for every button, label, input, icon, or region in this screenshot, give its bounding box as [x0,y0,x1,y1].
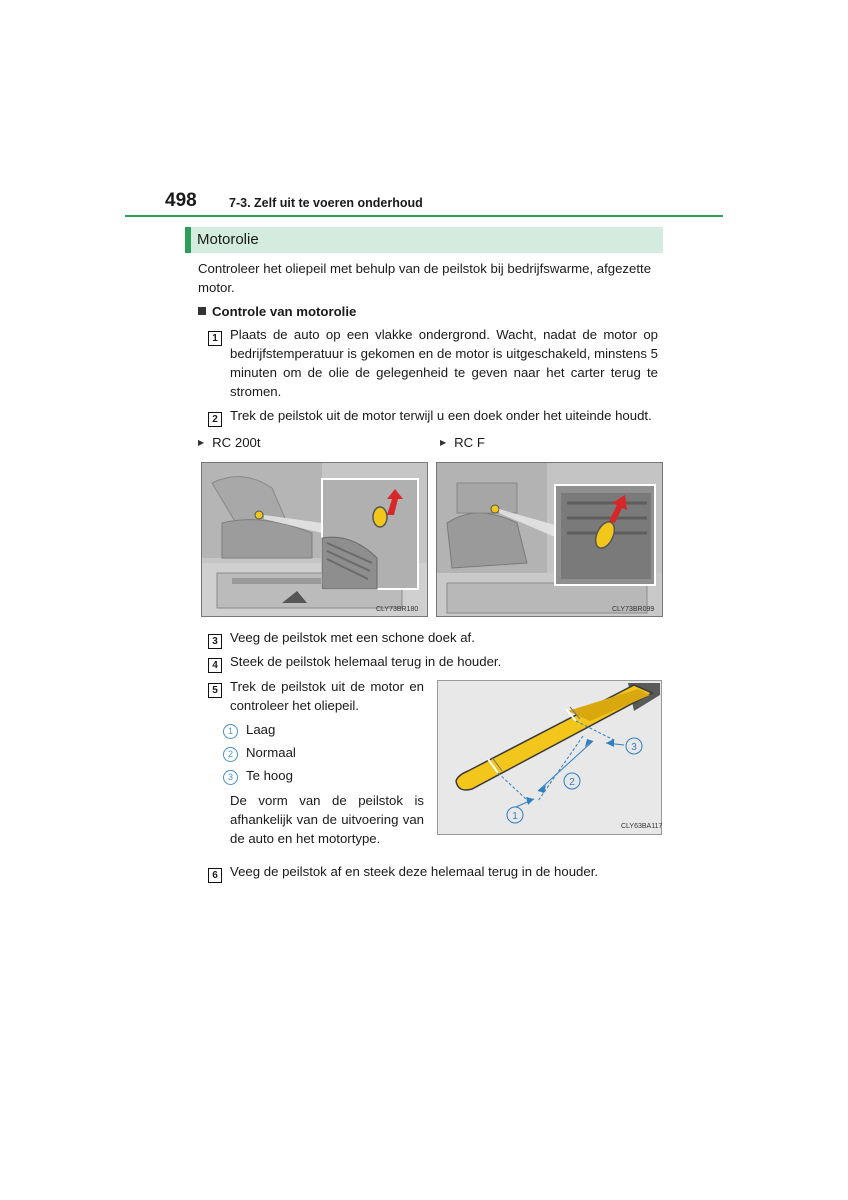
variant-label-rc200t: ▶ RC 200t [198,435,261,450]
step-5-text: Trek de peilstok uit de motor en controleer het oliepeil. [230,679,424,713]
subsection-title: Controle van motorolie [212,304,357,319]
header-divider [125,215,723,217]
topic-title: Motorolie [197,231,259,248]
dipstick-image [437,680,662,835]
step-1-text: Plaats de auto op een vlakke ondergrond. Wacht, nadat de motor op bedrijfstemperatuur is gekomen en de motor is uitgeschakeld, minstens 5 minuten om de olie de gelegenheid te geven naar het carter terug te stromen. [230,327,658,399]
step-number-1: 1 [208,328,222,346]
level-item-low: 1 Laag [223,720,275,739]
image-code-dipstick: CLY63BA117 [621,823,663,830]
engine-bay-illustration [437,463,663,617]
subsection-heading [198,302,356,321]
triangle-bullet-icon: ▶ [440,438,447,447]
dipstick-illustration [438,681,662,835]
section-title: 7-3. Zelf uit te voeren onderhoud [229,196,423,210]
image-code-rcf: CLY73BR099 [612,606,655,613]
callout-1: 1 [512,811,518,822]
engine-image-rcf [436,462,663,617]
triangle-bullet-icon: ▶ [198,438,205,447]
circled-number-3-icon: 3 [223,770,238,785]
engine-image-rc200t [201,462,428,617]
step-2-text: Trek de peilstok uit de motor terwijl u een doek onder het uiteinde houdt. [230,408,652,423]
circled-number-1-icon: 1 [223,724,238,739]
step-3-text: Veeg de peilstok met een schone doek af. [230,630,475,645]
step-number-3: 3 [208,631,222,649]
step-number-6: 6 [208,865,222,883]
dipstick-note: De vorm van de peilstok is afhankelijk van de uitvoering van de auto en het motortype. [230,793,424,846]
step-number-2: 2 [208,409,222,427]
variant-label-rcf: ▶ RC F [440,435,485,450]
step-4-text: Steek de peilstok helemaal terug in de houder. [230,654,502,669]
callout-3: 3 [631,742,637,753]
step-number-5: 5 [208,680,222,698]
step-6-text: Veeg de peilstok af en steek deze helemaal terug in de houder. [230,864,599,879]
step-number-4: 4 [208,655,222,673]
intro-text: Controleer het oliepeil met behulp van de peilstok bij bedrijfswarme, afgezette motor. [198,261,652,295]
circled-number-2-icon: 2 [223,747,238,762]
square-bullet-icon [198,307,206,315]
level-item-normal: 2 Normaal [223,743,296,762]
page-number: 498 [165,190,197,211]
image-code-rc200t: CLY73BR180 [376,606,419,613]
level-item-high: 3 Te hoog [223,766,293,785]
engine-bay-illustration [202,463,428,617]
callout-2: 2 [569,777,575,788]
